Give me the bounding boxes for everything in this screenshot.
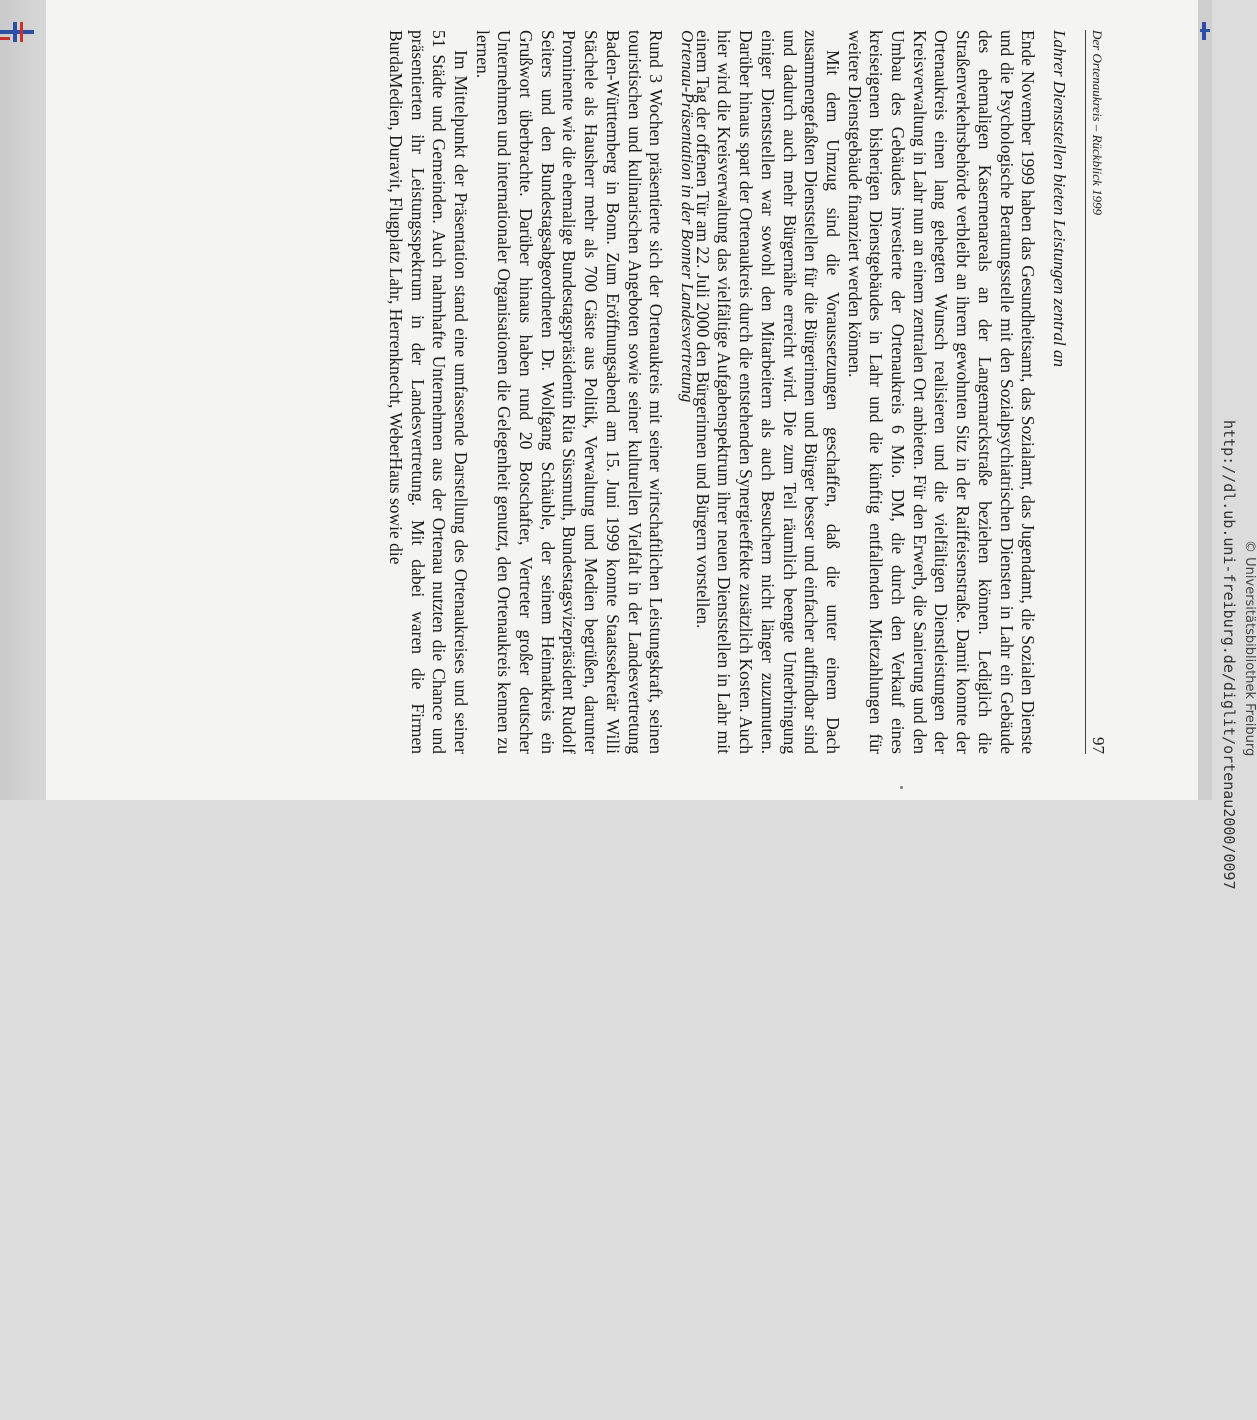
section-lahrer-dienststellen bbox=[691, 30, 1070, 754]
paragraph: Rund 3 Wochen präsentierte sich der Ortenaukreis mit seiner wirtschaftlichen Leistungskraft, seinen touristischen und kulinarischen Angeboten sowie seiner kulturellen Vielfalt in der Landesvertretung Baden-Württemberg in Bonn. Zum Eröffnungsabend am 15. Juni 1999 konnte Staatssekretär Willi Stächele als Hausherr mehr als 700 Gäste aus Politik, Verwaltung und Medien begrüßen, darunter Prominente wie die ehemalige Bundestagspräsidentin Rita Süssmuth, Bundestagsvizepräsident Rudolf Seiters und den Bundestagsabgeordneten Dr. Wolfgang Schäuble, der seinem Heimatkreis ein Grußwort überbrachte. Darüber hinaus haben rund 20 Botschafter, Vertreter großer deutscher Unternehmen und internationaler Organisationen die Gelegenheit genutzt, den Ortenaukreis kennen zu lernen. bbox=[472, 30, 667, 754]
paragraph: Ende November 1999 haben das Gesundheitsamt, das Sozialamt, das Jugendamt, die Sozialen Dienste und die Psychologische Beratungsstelle mit den Sozialpsychiatrischen Diensten in Lahr ein Gebäude des ehemaligen Kasernenareals an der Langemarckstraße beziehen können. Lediglich die Straßenverkehrsbehörde verbleibt an ihrem gewohnten Sitz in der Raiffeisenstraße. Damit konnte der Ortenaukreis einen lang gehegten Wunsch realisieren und die vielfältigen Dienstleistungen der Kreisverwaltung in Lahr nun an einem zentralen Ort anbieten. Für den Erwerb, die Sanierung und den Umbau des Gebäudes investierte der Ortenaukreis 6 Mio. DM, die durch den Verkauf eines kreiseigenen bisherigen Dienstgebäudes in Lahr und die künftig entfallenden Mietzahlungen für weitere Dienstgebäude finanziert werden können. bbox=[844, 30, 1039, 754]
paragraph: Im Mittelpunkt der Präsentation stand eine umfassende Darstellung des Ortenaukreises und seiner 51 Städte und Gemeinden. Auch nahmhafte Unternehmen aus der Ortenau nutzten die Chance und präsentierten ihr Leistungsspektrum in der Landesvertretung. Mit dabei waren die Firmen BurdaMedien, Duravit, Flugplatz Lahr, Herrenknecht, WeberHaus sowie die bbox=[385, 30, 471, 754]
copyright-notice: © Universitätsbibliothek Freiburg bbox=[1242, 540, 1257, 757]
library-logo-icon bbox=[0, 20, 40, 44]
paragraph: Mit dem Umzug sind die Voraussetzungen geschaffen, daß die unter einem Dach zusammengefaßten Dienststellen für die Bürgerinnen und Bürger besser und einfacher auffindbar sind und dadurch auch mehr Bürgernähe erreicht wird. Die zum Teil räumlich beengte Unterbringung einiger Dienststellen war sowohl den Mitarbeitern als auch Besuchern nicht länger zuzumuten. Darüber hinaus spart der Ortenaukreis durch die entstehenden Synergieeffekte zusätzlich Kosten. Auch hier wird die Kreisverwaltung das vielfältige Aufgabenspektrum ihrer neuen Dienststellen in Lahr mit einem Tag der offenen Tür am 22. Juli 2000 den Bürgerinnen und Bürgern vorstellen. bbox=[692, 30, 843, 754]
source-url[interactable]: http://dl.ub.uni-freiburg.de/diglit/ortenau2000/0097 bbox=[1220, 420, 1238, 890]
page-number: 97 bbox=[1089, 737, 1108, 754]
left-margin-strip bbox=[0, 0, 46, 800]
right-margin-strip bbox=[1198, 0, 1212, 800]
scanned-page bbox=[46, 0, 1257, 890]
section-heading: Ortenau-Präsentation in der Bonner Landesvertretung bbox=[678, 30, 697, 403]
running-header-title: Der Ortenaukreis – Rückblick 1999 bbox=[1090, 30, 1105, 216]
running-header bbox=[1085, 30, 1108, 754]
library-logo-fragment-icon bbox=[1200, 22, 1210, 40]
rotated-page-content bbox=[46, 0, 1257, 890]
section-heading: Lahrer Dienststellen bieten Leistungen zentral an bbox=[1050, 30, 1069, 367]
section-ortenau-praesentation bbox=[384, 30, 698, 754]
scan-speck bbox=[900, 786, 903, 789]
